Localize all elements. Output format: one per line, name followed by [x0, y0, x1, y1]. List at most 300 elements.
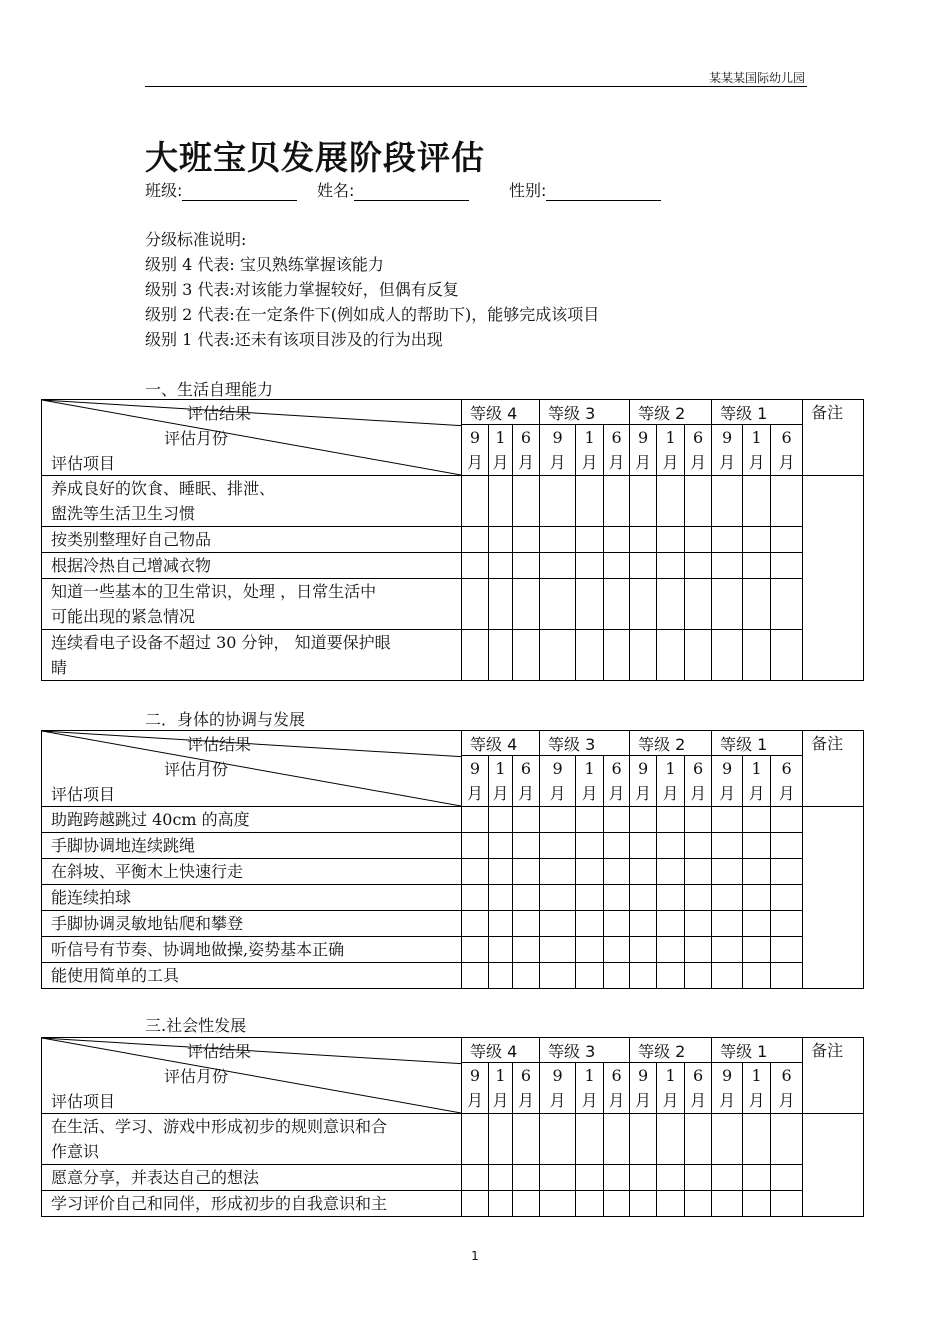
- rating-cell[interactable]: [712, 476, 743, 527]
- rating-cell[interactable]: [489, 630, 513, 681]
- rating-cell[interactable]: [576, 1114, 604, 1165]
- rating-cell[interactable]: [576, 911, 604, 937]
- item-text-line: 知道一些基本的卫生常识，处理 ，日常生活中: [51, 582, 377, 601]
- item-label: 评估项目: [51, 1092, 116, 1111]
- header-divider: [145, 86, 807, 87]
- rating-cell[interactable]: [576, 579, 604, 630]
- rating-cell[interactable]: [771, 937, 803, 963]
- rating-cell[interactable]: [630, 476, 657, 527]
- rating-cell[interactable]: [462, 579, 489, 630]
- rating-cell[interactable]: [576, 1191, 604, 1217]
- rating-cell[interactable]: [771, 885, 803, 911]
- rating-cell[interactable]: [540, 1114, 576, 1165]
- rating-cell[interactable]: [685, 807, 712, 833]
- rating-cell[interactable]: [540, 859, 576, 885]
- assessment-table: [41, 730, 864, 989]
- diagonal-header-cell: [42, 731, 462, 807]
- month-cell: [657, 1063, 685, 1114]
- rating-cell[interactable]: [462, 630, 489, 681]
- rating-cell[interactable]: [462, 1165, 489, 1191]
- rating-cell[interactable]: [712, 911, 743, 937]
- rating-cell[interactable]: [604, 963, 630, 989]
- rating-cell[interactable]: [685, 911, 712, 937]
- rating-cell[interactable]: [576, 807, 604, 833]
- rating-cell[interactable]: [712, 937, 743, 963]
- month-unit: 月: [549, 784, 566, 803]
- rating-cell[interactable]: [462, 833, 489, 859]
- month-unit: 月: [778, 1091, 795, 1110]
- rating-cell[interactable]: [743, 527, 771, 553]
- rating-cell[interactable]: [743, 630, 771, 681]
- name-blank[interactable]: [354, 185, 469, 201]
- standard-line: 级别 4 代表: 宝贝熟练掌握该能力: [145, 255, 384, 274]
- month-cell: [685, 1063, 712, 1114]
- rating-cell[interactable]: [462, 476, 489, 527]
- rating-cell[interactable]: [685, 630, 712, 681]
- rating-cell[interactable]: [657, 885, 685, 911]
- month-number: 9: [552, 428, 563, 447]
- item-text-line: 手脚协调灵敏地钻爬和攀登: [51, 914, 244, 933]
- rating-cell[interactable]: [712, 859, 743, 885]
- rating-cell[interactable]: [462, 859, 489, 885]
- month-unit: 月: [719, 784, 736, 803]
- rating-cell[interactable]: [685, 859, 712, 885]
- rating-cell[interactable]: [771, 527, 803, 553]
- rating-cell[interactable]: [513, 807, 540, 833]
- month-unit: 月: [719, 453, 736, 472]
- rating-cell[interactable]: [657, 807, 685, 833]
- rating-cell[interactable]: [576, 527, 604, 553]
- rating-cell[interactable]: [604, 527, 630, 553]
- rating-cell[interactable]: [576, 553, 604, 579]
- result-label: 评估结果: [187, 404, 252, 423]
- month-cell: [604, 756, 630, 807]
- rating-cell[interactable]: [712, 833, 743, 859]
- rating-cell[interactable]: [657, 963, 685, 989]
- rating-cell[interactable]: [513, 1114, 540, 1165]
- rating-cell[interactable]: [513, 963, 540, 989]
- standards-heading: 分级标准说明:: [145, 230, 247, 249]
- table-row: [42, 859, 864, 885]
- level-header: 等级 4: [462, 1038, 540, 1063]
- rating-cell[interactable]: [513, 885, 540, 911]
- rating-cell[interactable]: [771, 807, 803, 833]
- rating-cell[interactable]: [743, 885, 771, 911]
- month-unit: 月: [518, 784, 535, 803]
- rating-cell[interactable]: [576, 859, 604, 885]
- rating-cell[interactable]: [743, 911, 771, 937]
- rating-cell[interactable]: [771, 579, 803, 630]
- month-cell: [685, 756, 712, 807]
- rating-cell[interactable]: [712, 553, 743, 579]
- rating-cell[interactable]: [657, 553, 685, 579]
- rating-cell[interactable]: [685, 833, 712, 859]
- rating-cell[interactable]: [657, 1165, 685, 1191]
- assessment-item: [42, 963, 462, 989]
- level-header: 等级 3: [540, 400, 630, 425]
- diagonal-header-cell: [42, 1038, 462, 1114]
- month-cell: [540, 1063, 576, 1114]
- month-number: 9: [469, 1066, 481, 1085]
- rating-cell[interactable]: [771, 963, 803, 989]
- rating-cell[interactable]: [576, 937, 604, 963]
- item-text-line: 手脚协调地连续跳绳: [51, 836, 196, 855]
- rating-cell[interactable]: [630, 885, 657, 911]
- rating-cell[interactable]: [685, 476, 712, 527]
- rating-cell[interactable]: [743, 937, 771, 963]
- rating-cell[interactable]: [540, 527, 576, 553]
- rating-cell[interactable]: [489, 527, 513, 553]
- rating-cell[interactable]: [657, 937, 685, 963]
- rating-cell[interactable]: [712, 1191, 743, 1217]
- remark-cell[interactable]: [803, 807, 864, 989]
- assessment-item: [42, 1114, 462, 1165]
- month-number: 9: [637, 1066, 649, 1085]
- rating-cell[interactable]: [576, 1165, 604, 1191]
- rating-cell[interactable]: [771, 1165, 803, 1191]
- rating-cell[interactable]: [743, 553, 771, 579]
- month-cell: [462, 1063, 489, 1114]
- rating-cell[interactable]: [540, 553, 576, 579]
- rating-cell[interactable]: [489, 859, 513, 885]
- table-row: [42, 1165, 864, 1191]
- rating-cell[interactable]: [630, 859, 657, 885]
- rating-cell[interactable]: [462, 807, 489, 833]
- rating-cell[interactable]: [604, 911, 630, 937]
- rating-cell[interactable]: [604, 859, 630, 885]
- table-row: [42, 937, 864, 963]
- rating-cell[interactable]: [489, 911, 513, 937]
- standard-line: 级别 2 代表:在一定条件下(例如成人的帮助下)，能够完成该项目: [145, 305, 600, 324]
- rating-cell[interactable]: [630, 1191, 657, 1217]
- month-cell: [630, 425, 657, 476]
- rating-cell[interactable]: [712, 630, 743, 681]
- rating-cell[interactable]: [513, 937, 540, 963]
- rating-cell[interactable]: [604, 807, 630, 833]
- month-number: 6: [611, 759, 622, 778]
- rating-cell[interactable]: [657, 579, 685, 630]
- rating-cell[interactable]: [630, 807, 657, 833]
- month-cell: [630, 756, 657, 807]
- rating-cell[interactable]: [604, 1191, 630, 1217]
- rating-cell[interactable]: [604, 579, 630, 630]
- rating-cell[interactable]: [576, 630, 604, 681]
- rating-cell[interactable]: [540, 963, 576, 989]
- page-number: 1: [471, 1249, 479, 1263]
- remark-cell[interactable]: [803, 1114, 864, 1217]
- rating-cell[interactable]: [657, 911, 685, 937]
- rating-cell[interactable]: [630, 1165, 657, 1191]
- rating-cell[interactable]: [712, 1114, 743, 1165]
- month-unit: 月: [466, 453, 483, 472]
- table-row: [42, 807, 864, 833]
- gender-field: [509, 178, 661, 201]
- rating-cell[interactable]: [604, 885, 630, 911]
- rating-cell[interactable]: [712, 885, 743, 911]
- section-title: 二．身体的协调与发展: [145, 710, 306, 729]
- table-row: [42, 885, 864, 911]
- diagonal-header-cell: [42, 400, 462, 476]
- rating-cell[interactable]: [576, 963, 604, 989]
- rating-cell[interactable]: [771, 630, 803, 681]
- rating-cell[interactable]: [657, 527, 685, 553]
- class-blank[interactable]: [182, 185, 297, 201]
- rating-cell[interactable]: [685, 527, 712, 553]
- rating-cell[interactable]: [630, 630, 657, 681]
- month-unit: 月: [778, 453, 795, 472]
- rating-cell[interactable]: [604, 553, 630, 579]
- rating-cell[interactable]: [513, 579, 540, 630]
- month-cell: [513, 425, 540, 476]
- rating-cell[interactable]: [540, 937, 576, 963]
- rating-cell[interactable]: [771, 553, 803, 579]
- rating-cell[interactable]: [685, 553, 712, 579]
- month-unit: 月: [608, 1091, 625, 1110]
- item-label: 评估项目: [51, 785, 116, 804]
- month-unit: 月: [492, 453, 509, 472]
- month-unit: 月: [549, 1091, 566, 1110]
- rating-cell[interactable]: [743, 579, 771, 630]
- rating-cell[interactable]: [657, 833, 685, 859]
- rating-cell[interactable]: [685, 937, 712, 963]
- rating-cell[interactable]: [513, 553, 540, 579]
- month-number: 9: [722, 428, 733, 447]
- assessment-item: [42, 833, 462, 859]
- rating-cell[interactable]: [630, 833, 657, 859]
- rating-cell[interactable]: [712, 1165, 743, 1191]
- month-unit: 月: [608, 453, 625, 472]
- rating-cell[interactable]: [657, 630, 685, 681]
- month-cell: [604, 1063, 630, 1114]
- rating-cell[interactable]: [462, 1191, 489, 1217]
- rating-cell[interactable]: [743, 963, 771, 989]
- month-cell: [771, 425, 803, 476]
- month-cell: [743, 756, 771, 807]
- rating-cell[interactable]: [685, 1165, 712, 1191]
- rating-cell[interactable]: [604, 1165, 630, 1191]
- class-label: 班级:: [145, 181, 183, 200]
- rating-cell[interactable]: [576, 476, 604, 527]
- rating-cell[interactable]: [630, 579, 657, 630]
- rating-cell[interactable]: [771, 476, 803, 527]
- month-cell: [685, 425, 712, 476]
- rating-cell[interactable]: [513, 911, 540, 937]
- rating-cell[interactable]: [540, 911, 576, 937]
- rating-cell[interactable]: [604, 630, 630, 681]
- item-text-line: 能连续拍球: [51, 888, 132, 907]
- rating-cell[interactable]: [489, 963, 513, 989]
- rating-cell[interactable]: [489, 885, 513, 911]
- school-name-header: 某某某国际幼儿园: [708, 71, 805, 85]
- remark-cell[interactable]: [803, 476, 864, 681]
- header-row: [42, 1038, 864, 1063]
- gender-blank[interactable]: [546, 185, 661, 201]
- item-text-line: 听信号有节奏、协调地做操,姿势基本正确: [51, 940, 345, 959]
- rating-cell[interactable]: [513, 630, 540, 681]
- item-text-line: 在生活、学习、游戏中形成初步的规则意识和合: [51, 1117, 388, 1136]
- rating-cell[interactable]: [771, 1191, 803, 1217]
- rating-cell[interactable]: [540, 630, 576, 681]
- rating-cell[interactable]: [630, 527, 657, 553]
- rating-cell[interactable]: [712, 527, 743, 553]
- month-unit: 月: [748, 1091, 765, 1110]
- rating-cell[interactable]: [685, 963, 712, 989]
- rating-cell[interactable]: [513, 476, 540, 527]
- month-number: 1: [751, 428, 762, 447]
- month-unit: 月: [748, 453, 765, 472]
- month-number: 9: [469, 759, 481, 778]
- rating-cell[interactable]: [489, 1191, 513, 1217]
- month-number: 1: [665, 759, 676, 778]
- month-unit: 月: [748, 784, 765, 803]
- rating-cell[interactable]: [540, 833, 576, 859]
- rating-cell[interactable]: [771, 833, 803, 859]
- month-number: 6: [692, 428, 704, 447]
- month-cell: [576, 1063, 604, 1114]
- rating-cell[interactable]: [604, 937, 630, 963]
- month-number: 9: [637, 759, 649, 778]
- result-label: 评估结果: [187, 735, 252, 754]
- rating-cell[interactable]: [685, 885, 712, 911]
- rating-cell[interactable]: [576, 885, 604, 911]
- month-cell: [489, 425, 513, 476]
- rating-cell[interactable]: [513, 1165, 540, 1191]
- item-text-line: 养成良好的饮食、睡眠、排泄、: [51, 479, 276, 498]
- rating-cell[interactable]: [540, 807, 576, 833]
- month-cell: [712, 756, 743, 807]
- rating-cell[interactable]: [743, 833, 771, 859]
- rating-cell[interactable]: [712, 963, 743, 989]
- rating-cell[interactable]: [604, 833, 630, 859]
- month-label: 评估月份: [164, 1067, 229, 1086]
- item-text-line: 按类别整理好自己物品: [51, 530, 212, 549]
- rating-cell[interactable]: [743, 1165, 771, 1191]
- rating-cell[interactable]: [743, 1114, 771, 1165]
- rating-cell[interactable]: [513, 527, 540, 553]
- rating-cell[interactable]: [513, 833, 540, 859]
- rating-cell[interactable]: [604, 476, 630, 527]
- rating-cell[interactable]: [771, 859, 803, 885]
- rating-cell[interactable]: [657, 1191, 685, 1217]
- assessment-item: [42, 807, 462, 833]
- rating-cell[interactable]: [513, 859, 540, 885]
- rating-cell[interactable]: [630, 911, 657, 937]
- rating-cell[interactable]: [540, 1191, 576, 1217]
- month-number: 6: [692, 1066, 704, 1085]
- month-number: 1: [584, 759, 595, 778]
- month-cell: [576, 756, 604, 807]
- standard-line: 级别 1 代表:还未有该项目涉及的行为出现: [145, 330, 443, 349]
- assessment-item: [42, 1191, 462, 1217]
- rating-cell[interactable]: [630, 963, 657, 989]
- month-unit: 月: [466, 1091, 483, 1110]
- month-cell: [489, 756, 513, 807]
- rating-cell[interactable]: [743, 807, 771, 833]
- table-row: [42, 911, 864, 937]
- month-cell: [743, 1063, 771, 1114]
- assessment-item: [42, 859, 462, 885]
- rating-cell[interactable]: [685, 1191, 712, 1217]
- rating-cell[interactable]: [540, 1165, 576, 1191]
- month-unit: 月: [635, 453, 652, 472]
- rating-cell[interactable]: [630, 553, 657, 579]
- month-unit: 月: [581, 453, 598, 472]
- rating-cell[interactable]: [657, 476, 685, 527]
- month-number: 9: [469, 428, 481, 447]
- rating-cell[interactable]: [540, 579, 576, 630]
- table-row: [42, 833, 864, 859]
- rating-cell[interactable]: [540, 885, 576, 911]
- rating-cell[interactable]: [462, 937, 489, 963]
- assessment-item: [42, 476, 462, 527]
- month-unit: 月: [690, 1091, 707, 1110]
- rating-cell[interactable]: [771, 1114, 803, 1165]
- rating-cell[interactable]: [489, 937, 513, 963]
- month-number: 1: [665, 428, 676, 447]
- rating-cell[interactable]: [489, 553, 513, 579]
- gender-label: 性别:: [509, 181, 547, 200]
- rating-cell[interactable]: [604, 1114, 630, 1165]
- rating-cell[interactable]: [743, 1191, 771, 1217]
- month-unit: 月: [608, 784, 625, 803]
- assessment-item: [42, 885, 462, 911]
- header-row: [42, 400, 864, 425]
- rating-cell[interactable]: [743, 859, 771, 885]
- month-number: 9: [722, 759, 733, 778]
- rating-cell[interactable]: [657, 1114, 685, 1165]
- rating-cell[interactable]: [630, 1114, 657, 1165]
- month-number: 1: [495, 428, 506, 447]
- month-unit: 月: [466, 784, 483, 803]
- result-label: 评估结果: [187, 1042, 252, 1061]
- rating-cell[interactable]: [489, 579, 513, 630]
- rating-cell[interactable]: [462, 963, 489, 989]
- rating-cell[interactable]: [489, 1114, 513, 1165]
- rating-cell[interactable]: [489, 476, 513, 527]
- rating-cell[interactable]: [462, 527, 489, 553]
- table-row: [42, 476, 864, 527]
- rating-cell[interactable]: [712, 807, 743, 833]
- rating-cell[interactable]: [489, 807, 513, 833]
- section-title: 一、生活自理能力: [145, 380, 274, 399]
- rating-cell[interactable]: [657, 859, 685, 885]
- rating-cell[interactable]: [540, 476, 576, 527]
- month-number: 6: [520, 428, 532, 447]
- rating-cell[interactable]: [771, 911, 803, 937]
- rating-cell[interactable]: [462, 1114, 489, 1165]
- item-text-line: 在斜坡、平衡木上快速行走: [51, 862, 244, 881]
- assessment-item: [42, 937, 462, 963]
- rating-cell[interactable]: [743, 476, 771, 527]
- table-row: [42, 553, 864, 579]
- rating-cell[interactable]: [462, 911, 489, 937]
- rating-cell[interactable]: [489, 833, 513, 859]
- rating-cell[interactable]: [462, 885, 489, 911]
- month-number: 1: [584, 428, 595, 447]
- rating-cell[interactable]: [630, 937, 657, 963]
- rating-cell[interactable]: [489, 1165, 513, 1191]
- rating-cell[interactable]: [576, 833, 604, 859]
- rating-cell[interactable]: [712, 579, 743, 630]
- rating-cell[interactable]: [462, 553, 489, 579]
- month-cell: [657, 425, 685, 476]
- rating-cell[interactable]: [685, 1114, 712, 1165]
- rating-cell[interactable]: [685, 579, 712, 630]
- month-unit: 月: [635, 784, 652, 803]
- rating-cell[interactable]: [513, 1191, 540, 1217]
- month-number: 6: [692, 759, 704, 778]
- header-row: [42, 731, 864, 756]
